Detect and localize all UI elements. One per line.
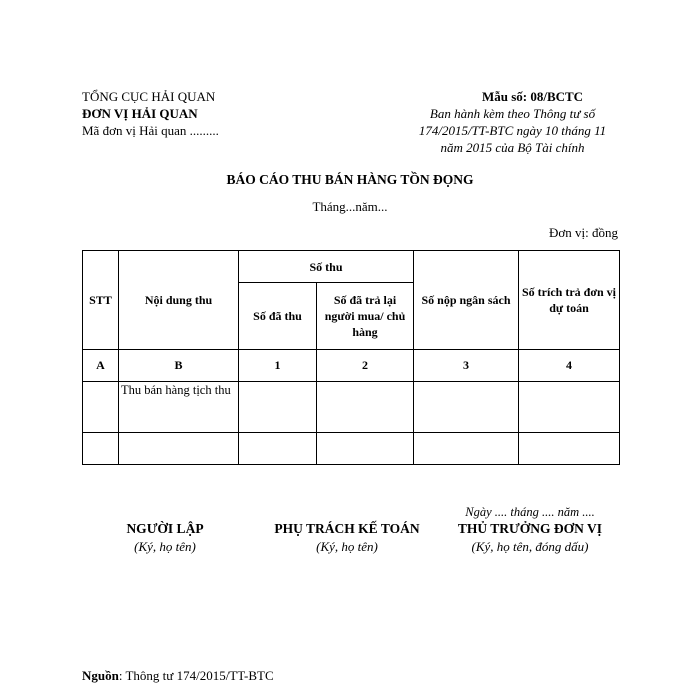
accountant-title: PHỤ TRÁCH KẾ TOÁN: [274, 521, 420, 536]
head-signature: [445, 520, 615, 556]
preparer-note: (Ký, họ tên): [134, 539, 196, 554]
header-content: Nội dung thu: [119, 251, 239, 350]
cell-so-da-thu: [239, 433, 317, 465]
cell-content: [119, 433, 239, 465]
index-cell: 4: [519, 350, 620, 382]
head-title: THỦ TRƯỞNG ĐƠN VỊ: [457, 521, 603, 536]
preparer-signature: [100, 520, 230, 556]
table-index-row: [83, 350, 620, 382]
currency-unit: Đơn vị: đồng: [549, 225, 618, 240]
preparer-title: NGƯỜI LẬP: [126, 521, 204, 536]
head-note: (Ký, họ tên, đóng dấu): [471, 539, 589, 554]
header-so-da-thu: Số đã thu: [239, 283, 317, 350]
cell-content: Thu bán hàng tịch thu: [119, 382, 239, 433]
report-period: Tháng...năm...: [312, 199, 388, 214]
index-cell: 2: [317, 350, 414, 382]
header-so-nop-ngan-sach: Số nộp ngân sách: [414, 251, 519, 350]
source-label: Nguồn: [82, 668, 119, 683]
cell-so-trich: [519, 433, 620, 465]
cell-so-da-tra-lai: [317, 433, 414, 465]
cell-stt: [83, 433, 119, 465]
sign-date-line: Ngày .... tháng .... năm ....: [465, 505, 595, 519]
accountant-note: (Ký, họ tên): [316, 539, 378, 554]
header-so-da-tra-lai: Số đã trả lại người mua/ chủ hàng: [317, 283, 414, 350]
index-cell: B: [119, 350, 239, 382]
index-cell: 3: [414, 350, 519, 382]
index-cell: 1: [239, 350, 317, 382]
header-so-trich-tra: Số trích trả đơn vị dự toán: [519, 251, 620, 350]
source-text: : Thông tư 174/2015/TT-BTC: [118, 668, 274, 683]
cell-so-da-tra-lai: [317, 382, 414, 433]
table-row: [83, 382, 620, 433]
cell-so-da-thu: [239, 382, 317, 433]
form-ref-line-1: Ban hành kèm theo Thông tư số: [429, 106, 596, 121]
issuer-block: [82, 88, 219, 139]
cell-stt: [83, 382, 119, 433]
source-note: [82, 668, 274, 684]
issuer-code: Mã đơn vị Hải quan .........: [82, 123, 219, 138]
cell-so-trich: [519, 382, 620, 433]
form-number: Mẫu số: 08/BCTC: [481, 89, 584, 104]
cell-so-nop: [414, 433, 519, 465]
accountant-signature: [262, 520, 432, 556]
form-ref-line-3: năm 2015 của Bộ Tài chính: [440, 140, 585, 155]
table-header-row-1: [83, 251, 620, 283]
table-row: [83, 433, 620, 465]
report-title: BÁO CÁO THU BÁN HÀNG TỒN ĐỌNG: [226, 172, 474, 187]
form-reference-block: [405, 88, 620, 156]
cell-so-nop: [414, 382, 519, 433]
issuer-parent: TỔNG CỤC HẢI QUAN: [82, 89, 216, 104]
index-cell: A: [83, 350, 119, 382]
header-so-thu: Số thu: [239, 251, 414, 283]
header-stt: STT: [83, 251, 119, 350]
issuer-unit: ĐƠN VỊ HẢI QUAN: [82, 106, 198, 121]
form-ref-line-2: 174/2015/TT-BTC ngày 10 tháng 11: [418, 123, 607, 138]
report-table: [82, 250, 620, 465]
